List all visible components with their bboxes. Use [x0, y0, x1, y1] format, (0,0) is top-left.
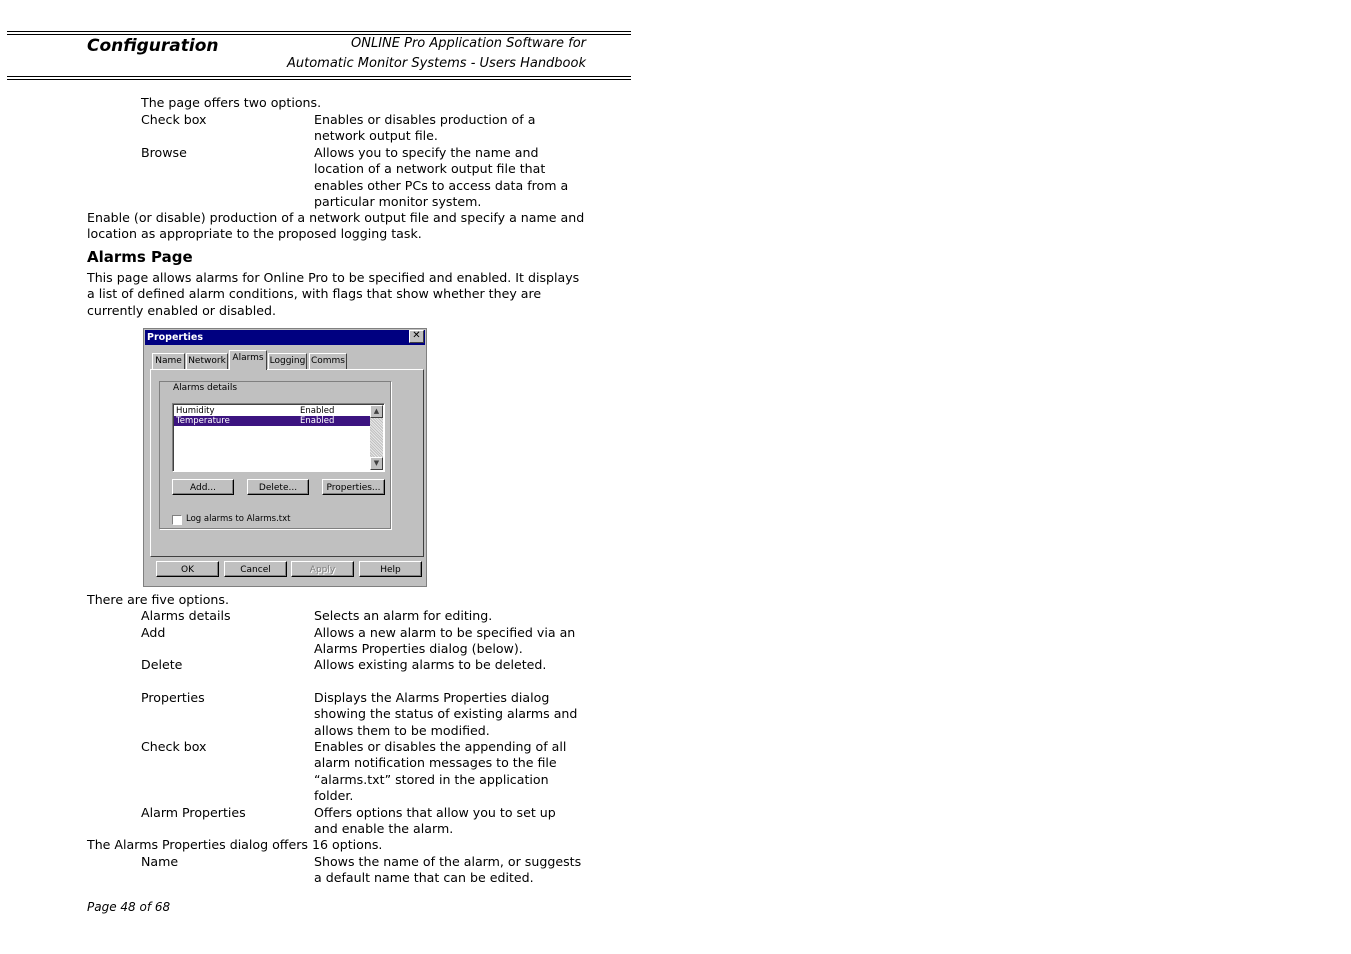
document-title	[270, 34, 586, 74]
desc-line: Enables or disables the appending of all	[314, 739, 567, 754]
option-name: Properties	[141, 690, 205, 705]
tab-alarms[interactable]: Alarms	[229, 350, 267, 370]
alarm-name: Temperature	[176, 416, 230, 426]
network-intro: The page offers two options.	[141, 95, 322, 110]
options-intro: There are five options.	[87, 592, 229, 607]
tab-logging[interactable]: Logging	[268, 353, 307, 369]
apply-button[interactable]: Apply	[291, 561, 354, 577]
delete-button[interactable]: Delete...	[247, 479, 309, 495]
paragraph-line: a list of defined alarm conditions, with flags that show whether they are	[87, 286, 542, 302]
desc-line: location of a network output file that	[314, 161, 546, 177]
network-note	[87, 210, 584, 243]
option-name: Alarms details	[141, 608, 231, 623]
desc-line: particular monitor system.	[314, 193, 482, 209]
alarm-status: Enabled	[300, 416, 335, 426]
desc-line: folder.	[314, 787, 354, 803]
desc-line: a default name that can be edited.	[314, 870, 534, 886]
desc-line: Allows you to specify the name and	[314, 145, 539, 160]
desc-line: allows them to be modified.	[314, 722, 490, 738]
desc-line: network output file.	[314, 128, 438, 144]
option-desc	[314, 625, 575, 658]
paragraph-line: location as appropriate to the proposed logging task.	[87, 226, 422, 242]
alarms-heading: Alarms Page	[87, 248, 193, 266]
alarm-name: Humidity	[176, 406, 215, 416]
dialog-titlebar	[145, 330, 425, 345]
scroll-up-icon[interactable]: ▲	[370, 405, 383, 418]
paragraph-line: This page allows alarms for Online Pro to be specified and enabled. It displays	[87, 270, 580, 285]
group-label: Alarms details	[173, 383, 238, 393]
list-item[interactable]	[174, 416, 370, 426]
option-desc	[314, 854, 581, 887]
alarm-status: Enabled	[300, 406, 335, 416]
option-desc	[314, 657, 546, 673]
option-name: Delete	[141, 657, 183, 672]
tab-comms[interactable]: Comms	[309, 353, 347, 369]
alarms-intro	[87, 270, 579, 319]
document-title-line-2: Automatic Monitor Systems - Users Handbook	[286, 56, 586, 71]
props-intro: The Alarms Properties dialog offers 16 options.	[87, 837, 383, 852]
alarms-list[interactable]	[172, 403, 385, 472]
tab-network[interactable]: Network	[186, 353, 228, 369]
ok-button[interactable]: OK	[156, 561, 219, 577]
properties-dialog	[143, 328, 427, 587]
desc-line: and enable the alarm.	[314, 821, 454, 837]
header-rule-top-1	[7, 31, 631, 32]
option-desc	[314, 805, 556, 838]
document-title-line-1: ONLINE Pro Application Software for	[351, 36, 586, 51]
network-option-desc	[314, 112, 535, 145]
network-option-desc	[314, 145, 568, 210]
help-button[interactable]: Help	[359, 561, 422, 577]
option-name: Add	[141, 625, 166, 640]
log-alarms-checkbox[interactable]	[172, 515, 182, 525]
desc-line: alarm notification messages to the file	[314, 755, 557, 771]
desc-line: enables other PCs to access data from a	[314, 177, 569, 193]
add-button[interactable]: Add...	[172, 479, 234, 495]
section-title: Configuration	[87, 36, 219, 56]
desc-line: Alarms Properties dialog (below).	[314, 641, 523, 657]
page-number: Page 48 of 68	[87, 900, 171, 914]
option-desc	[314, 690, 577, 739]
close-icon[interactable]: ✕	[409, 330, 424, 343]
dialog-title: Properties	[147, 332, 203, 343]
log-alarms-label: Log alarms to Alarms.txt	[186, 514, 291, 524]
option-desc	[314, 608, 492, 624]
desc-line: Enables or disables production of a	[314, 112, 536, 127]
list-scrollbar[interactable]	[370, 405, 383, 470]
tab-name[interactable]: Name	[152, 353, 185, 369]
paragraph-line: currently enabled or disabled.	[87, 302, 276, 318]
desc-line: showing the status of existing alarms and	[314, 706, 578, 722]
desc-line: Allows existing alarms to be deleted.	[314, 657, 547, 672]
header-rule-bottom-2	[7, 79, 631, 80]
desc-line: Displays the Alarms Properties dialog	[314, 690, 550, 705]
desc-line: Selects an alarm for editing.	[314, 608, 493, 623]
desc-line: “alarms.txt” stored in the application	[314, 771, 549, 787]
properties-button[interactable]: Properties...	[322, 479, 385, 495]
network-option-name: Check box	[141, 112, 207, 127]
option-name: Name	[141, 854, 179, 869]
cancel-button[interactable]: Cancel	[224, 561, 287, 577]
scroll-down-icon[interactable]: ▼	[370, 457, 383, 470]
desc-line: Shows the name of the alarm, or suggests	[314, 854, 582, 869]
paragraph-line: Enable (or disable) production of a network output file and specify a name and	[87, 210, 585, 225]
header-rule-bottom-1	[7, 76, 631, 77]
option-name: Check box	[141, 739, 207, 754]
list-item[interactable]	[174, 406, 370, 416]
option-desc	[314, 739, 566, 804]
desc-line: Offers options that allow you to set up	[314, 805, 556, 820]
option-name: Alarm Properties	[141, 805, 246, 820]
desc-line: Allows a new alarm to be specified via an	[314, 625, 576, 640]
network-option-name: Browse	[141, 145, 187, 160]
